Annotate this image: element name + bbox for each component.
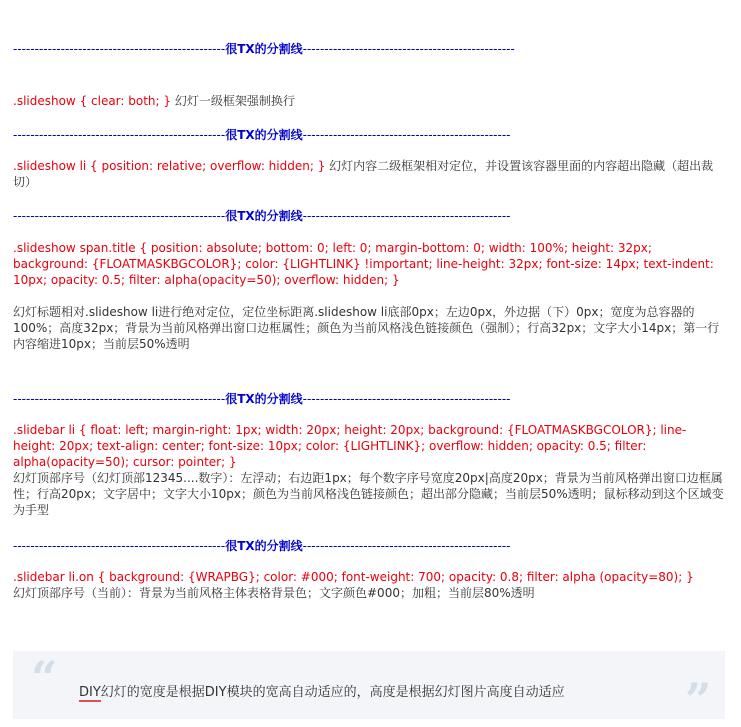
description-text: 幻灯内容二级框架相对定位，并设置该容器里面的内容超出隐藏（超出裁切） [13,159,714,189]
description-text: 幻灯标题相对.slideshow li进行绝对定位，定位坐标距离.slideshow li底部0px；左边0px，外边据（下）0px；宽度为总容器的100%；高度32px；背景为当前风格弹出窗口边框属性；颜色为当前风格浅色链接颜色（强制）；行高32px；文字大小14px；第一行内容缩进10px；当前层50%透明 [13,305,720,351]
separator-line: -------------------------------------------------很TX的分割线------------------------------------------------ [13,128,511,142]
css-rule-slideshow [13,93,725,109]
css-rule-slidebar-li [13,422,725,518]
separator-line: -------------------------------------------------很TX的分割线------------------------------------------------- [13,42,515,56]
description-text: 幻灯一级框架强制换行 [174,94,295,108]
separator-label: 很TX的分割线 [225,209,303,223]
separator-line: -------------------------------------------------很TX的分割线------------------------------------------------ [13,392,511,406]
separator-label: 很TX的分割线 [225,392,303,406]
css-rule-slideshow-li [13,158,725,190]
code-text: .slideshow li { position: relative; overflow: hidden; } [13,159,326,173]
description-block [13,304,725,352]
code-text: .slidebar li.on { background: {WRAPBG}; color: #000; font-weight: 700; opacity: 0.8; filter: alpha (opacity=80); } [13,570,694,584]
code-text: .slideshow { clear: both; } [13,94,172,108]
css-rule-slideshow-title [13,240,725,288]
open-quote-icon: “ [31,651,58,705]
separator-line: -------------------------------------------------很TX的分割线------------------------------------------------ [13,539,511,553]
description-text: 幻灯顶部序号（当前）：背景为当前风格主体表格背景色；文字颜色#000；加粗；当前层80%透明 [13,586,535,600]
separator-label: 很TX的分割线 [225,539,303,553]
code-text: .slideshow span.title { position: absolute; bottom: 0; left: 0; margin-bottom: 0; width: 100%; height: 32px; background: {FLOATMASKBGCOLOR}; color: {LIGHTLINK} !important; line-height: 32px; font-size: 14px; text-indent: 10px; opacity: 0.5; filter: alpha(opacity=50); overflow: hidden; } [13,241,714,287]
quote-block [13,651,725,727]
code-text: .slidebar li { float: left; margin-right: 1px; width: 20px; height: 20px; background: {FLOATMASKBGCOLOR}; line-height: 20px; text-align: center; font-size: 10px; color: {LIGHTLINK}; overflow: hidden; opacity: 0.5; filter: alpha(opacity=50); cursor: pointer; } [13,423,687,469]
description-text: 幻灯顶部序号（幻灯顶部12345....数字）：左浮动；右边距1px；每个数字序号宽度20px|高度20px；背景为当前风格弹出窗口边框属性；行高20px；文字居中；文字大小10px；颜色为当前风格浅色链接颜色；超出部分隐藏；当前层50%透明；鼠标移动到这个区域变为手型 [13,471,724,517]
quote-highlight: DIY [79,685,101,700]
separator-line: -------------------------------------------------很TX的分割线------------------------------------------------ [13,209,511,223]
separator-label: 很TX的分割线 [225,42,303,56]
separator-label: 很TX的分割线 [225,128,303,142]
css-rule-slidebar-li-on [13,569,725,601]
quote-text: DIY幻灯的宽度是根据DIY模块的宽高自动适应的，高度是根据幻灯图片高度自动适应 [79,685,565,700]
close-quote-icon: ” [685,673,712,727]
